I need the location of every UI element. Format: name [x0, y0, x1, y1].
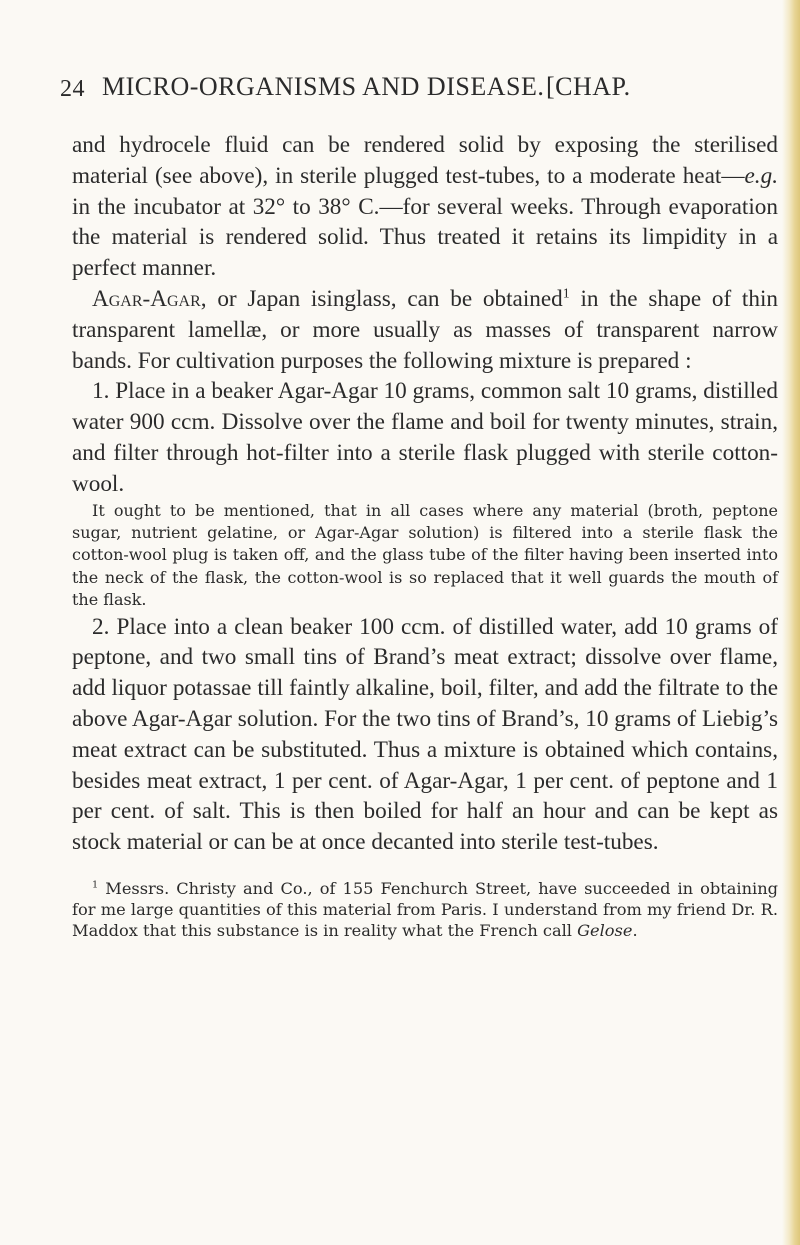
- page-number: 24: [60, 76, 85, 102]
- paragraph-agar-text-b: in the shape of thin transparent lamellæ, or more usually as masses of transparent narrow bands. For cultivation purposes the following mixture is prepared :: [72, 285, 779, 374]
- filtering-note: It ought to be mentioned, that in all cases where any material (broth, peptone sugar, nutrient gelatine, or Agar-Agar solution) is filtered into a sterile flask the cotton-wool plug is taken off, and the glass tube of the filter having been inserted into the neck of the flask, the cotton-wool is so replaced that it well guards the mouth of the flask.: [72, 500, 778, 610]
- running-title: MICRO-ORGANISMS AND DISEASE.: [102, 72, 545, 101]
- footnote-end: .: [632, 920, 638, 940]
- paragraph-hydrocele: [72, 130, 778, 284]
- paragraph-hydrocele-text-a: and hydrocele fluid can be rendered solid by exposing the sterilised material (see above), in sterile plugged test-tubes, to a moderate heat—: [72, 132, 778, 189]
- page-edge: [782, 0, 800, 1245]
- chapter-marker: [CHAP.: [546, 72, 631, 101]
- eg-abbrev: e.g.: [744, 162, 778, 189]
- paragraph-hydrocele-text-b: in the incubator at 32° to 38° C.—for several weeks. Through evaporation the material is rendered solid. Thus treated it retains its limpidity in a perfect manner.: [72, 193, 778, 282]
- paragraph-agar-text-a: , or Japan isinglass, can be obtained: [200, 285, 563, 312]
- main-text: [72, 130, 778, 858]
- footnote-text: Messrs. Christy and Co., of 155 Fenchurch Street, have succeeded in obtaining for me large quantities of this material from Paris. I understand from my friend Dr. R. Maddox that this substance is in reality what the French call: [72, 878, 778, 940]
- paragraph-agar-agar: [72, 284, 778, 376]
- footnote-marker: 1: [92, 879, 99, 891]
- footnote-reference[interactable]: 1: [562, 286, 570, 302]
- paragraph-step-2: 2. Place into a clean beaker 100 ccm. of distilled water, add 10 grams of peptone, and two small tins of Brand’s meat extract; dissolve over flame, add liquor potassae till faintly alkaline, boil, filter, and add the filtrate to the above Agar-Agar solution. For the two tins of Brand’s, 10 grams of Liebig’s meat extract can be substituted. Thus a mixture is obtained which contains, besides meat extract, 1 per cent. of Agar-Agar, 1 per cent. of peptone and 1 per cent. of salt. This is then boiled for half an hour and can be kept as stock material or can be at once decanted into sterile test-tubes.: [72, 613, 778, 856]
- paragraph-step-1: 1. Place in a beaker Agar-Agar 10 grams, common salt 10 grams, distilled water 900 ccm. Dissolve over the flame and boil for twenty minutes, strain, and filter through hot-filter into a sterile flask plugged with sterile cotton-wool.: [72, 378, 778, 497]
- book-page: [60, 58, 779, 941]
- agar-agar-term: Agar-Agar: [92, 285, 201, 312]
- running-header: [60, 58, 778, 102]
- footnote-gelose: Gelose: [577, 920, 633, 940]
- footnote: [72, 878, 778, 941]
